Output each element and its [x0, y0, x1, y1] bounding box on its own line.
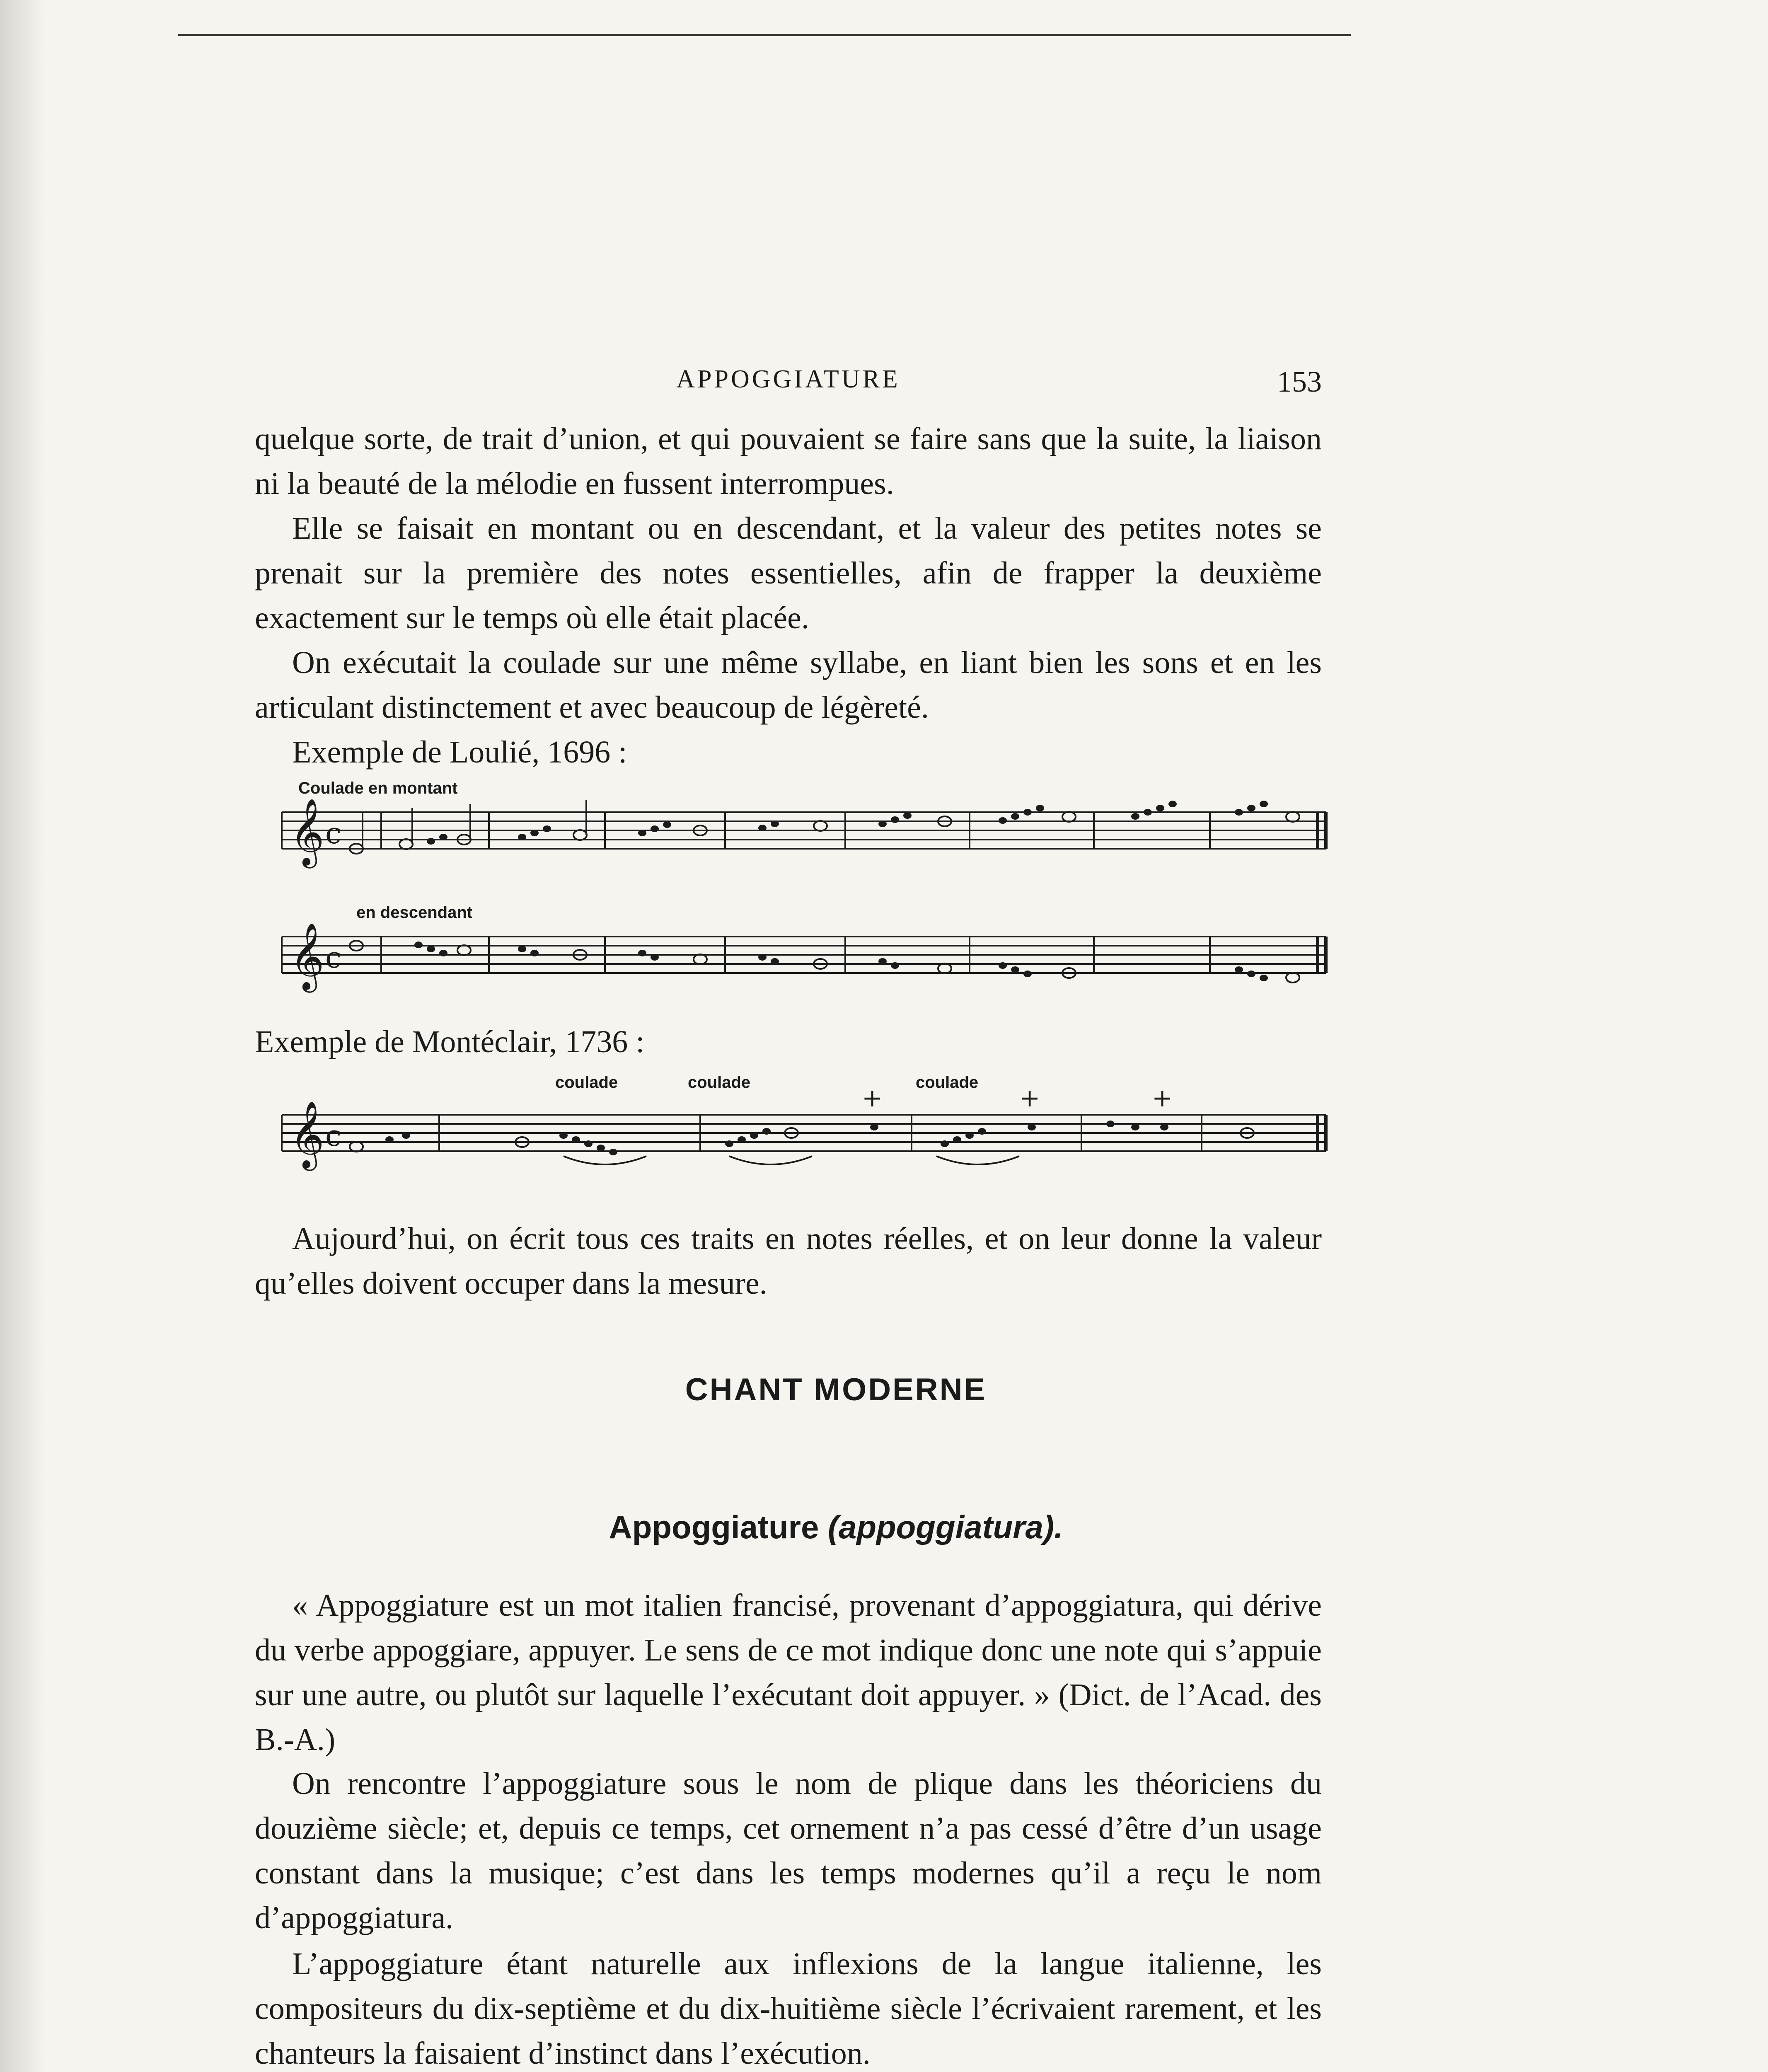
example-loulie-caption: Exemple de Loulié, 1696 : [292, 735, 627, 770]
top-rule [178, 34, 1351, 36]
paragraph-aujourdhui: Aujourd’hui, on écrit tous ces traits en notes réelles, et on leur donne la valeur qu’elles doivent occuper dans la mesure. [255, 1221, 1322, 1301]
svg-text:c: c [325, 816, 342, 850]
svg-text:+: + [1152, 1084, 1173, 1113]
subsection-title-main: Appoggiature [609, 1509, 819, 1545]
staff-monteclair-svg [273, 1073, 1334, 1206]
paragraph-plique: On rencontre l’appoggiature sous le nom de plique dans les théoriciens du douzième siècle; et, depuis ce temps, cet ornement n’a pas cessé d’être d’un usage constant dans la musique; c’est dans les temps modernes qu’il a reçu le nom d’appoggiatura. [255, 1766, 1322, 1935]
scan-edge-shadow [0, 0, 46, 2072]
svg-text:𝄞: 𝄞 [290, 1101, 324, 1168]
page-number: 153 [1277, 365, 1322, 398]
paragraph-langue-italienne: L’appoggiature étant naturelle aux inflexions de la langue italienne, les compositeurs du dix-septième et du dix-huitième siècle l’écrivaient rarement, et les chanteurs la faisaient d’instinct dans l’exécution. [255, 1946, 1322, 2071]
subsection-title-appoggiature [255, 1508, 1322, 1546]
label-en-descendant: en descendant [356, 903, 473, 922]
label-coulade-2: coulade [688, 1073, 751, 1092]
svg-text:c: c [325, 941, 342, 975]
paragraph-coulade-direction: Elle se faisait en montant ou en descendant, et la valeur des petites notes se prenait sur la première des notes essentielles, afin de frapper la deuxième exactement sur le temps où elle était placée. [255, 511, 1322, 635]
label-coulade-en-montant: Coulade en montant [298, 779, 458, 797]
paragraph-definition-quote: « Appoggiature est un mot italien francisé, provenant d’appoggiatura, qui dérive du verbe appoggiare, appuyer. Le sens de ce mot indique donc une note qui s’appuie sur une autre, ou plutôt sur laquelle l’exécutant doit appuyer. » (Dict. de l’Acad. des B.-A.) [255, 1588, 1322, 1757]
example-monteclair-caption: Exemple de Montéclair, 1736 : [255, 1024, 645, 1059]
music-example-monteclair [273, 1073, 1334, 1206]
svg-text:+: + [862, 1084, 883, 1113]
section-title-chant-moderne: CHANT MODERNE [685, 1372, 987, 1407]
svg-text:𝄞: 𝄞 [290, 798, 324, 866]
page-header [255, 365, 1322, 398]
paragraph-continuation: quelque sorte, de trait d’union, et qui pouvaient se faire sans que la suite, la liaison ni la beauté de la mélodie en fussent interrompues. [255, 421, 1322, 501]
svg-text:c: c [325, 1119, 342, 1153]
svg-text:𝄞: 𝄞 [290, 922, 324, 990]
label-coulade-1: coulade [555, 1073, 618, 1092]
paragraph-coulade-execution: On exécutait la coulade sur une même syllabe, en liant bien les sons et en les articulant distinctement et avec beaucoup de légèreté. [255, 645, 1322, 725]
staff-loulie-svg [273, 779, 1334, 1011]
running-head: APPOGGIATURE [676, 365, 900, 393]
subsection-title-italic: (appoggiatura). [828, 1509, 1063, 1545]
label-coulade-3: coulade [916, 1073, 979, 1092]
music-example-loulie [273, 779, 1334, 1011]
svg-text:+: + [1019, 1084, 1040, 1113]
